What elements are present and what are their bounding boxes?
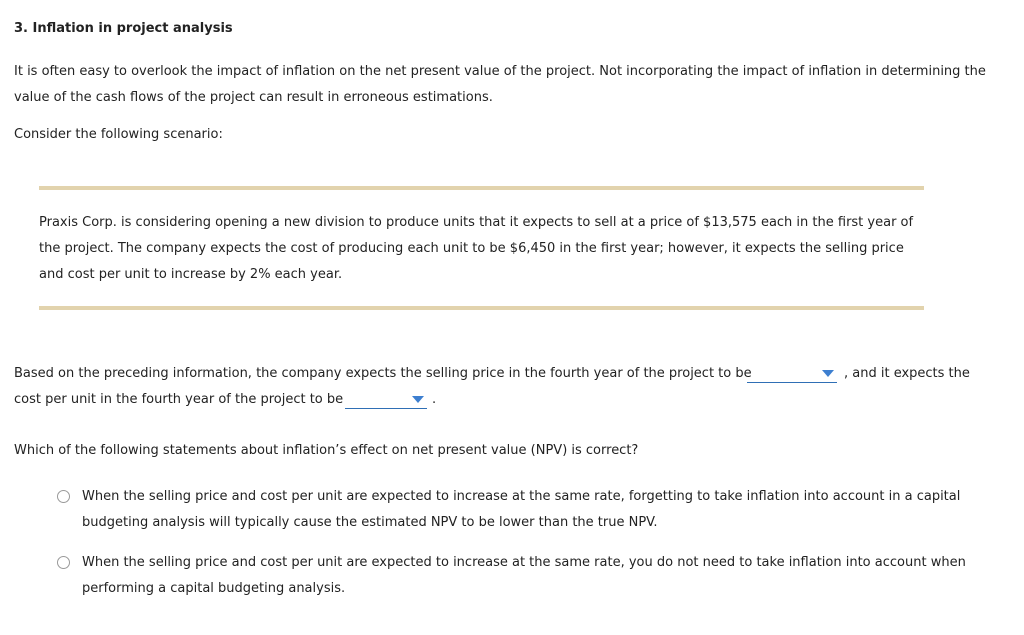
chevron-down-icon [412,396,424,403]
fill-in-part-1: Based on the preceding information, the company expects the selling price in the fourth year of the project to be [14,366,752,381]
option-2-radio[interactable] [57,556,70,569]
option-1-line-2: budgeting analysis will typically cause the estimated NPV to be lower than the true NPV. [82,515,658,530]
scenario-bottom-divider [39,306,924,310]
option-2-line-2: performing a capital budgeting analysis. [82,581,346,596]
fill-in-part-2: , and it expects the [844,366,970,381]
consider-text: Consider the following scenario: [14,127,223,142]
option-1-text[interactable] [82,484,960,536]
scenario-line-2: the project. The company expects the cost of producing each unit to be $6,450 in the first year; however, it expects the selling price [39,241,904,256]
cost-per-unit-dropdown[interactable] [345,392,427,409]
scenario-paragraph [39,210,913,288]
option-2-line-1: When the selling price and cost per unit are expected to increase at the same rate, you do not need to take inflation into account when [82,555,966,570]
fill-in-part-4: . [432,392,437,407]
option-1-line-1: When the selling price and cost per unit are expected to increase at the same rate, forgetting to take inflation into account in a capital [82,489,961,504]
option-1-radio[interactable] [57,490,70,503]
selling-price-dropdown[interactable] [747,366,837,383]
scenario-line-1: Praxis Corp. is considering opening a new division to produce units that it expects to sell at a price of $13,575 each in the first year of [39,215,914,230]
scenario-line-3: and cost per unit to increase by 2% each year. [39,267,343,282]
intro-line-2: value of the cash flows of the project can result in erroneous estimations. [14,90,493,105]
intro-line-1: It is often easy to overlook the impact of inflation on the net present value of the project. Not incorporating the impact of inflation in determining the [14,64,986,79]
chevron-down-icon [822,370,834,377]
question-title: 3. Inflation in project analysis [14,21,233,36]
intro-paragraph [14,59,986,111]
mc-prompt: Which of the following statements about inflation’s effect on net present value (NPV) is correct? [14,443,639,458]
fill-in-part-3: cost per unit in the fourth year of the project to be [14,392,344,407]
scenario-top-divider [39,186,924,190]
option-2-text[interactable] [82,550,966,602]
